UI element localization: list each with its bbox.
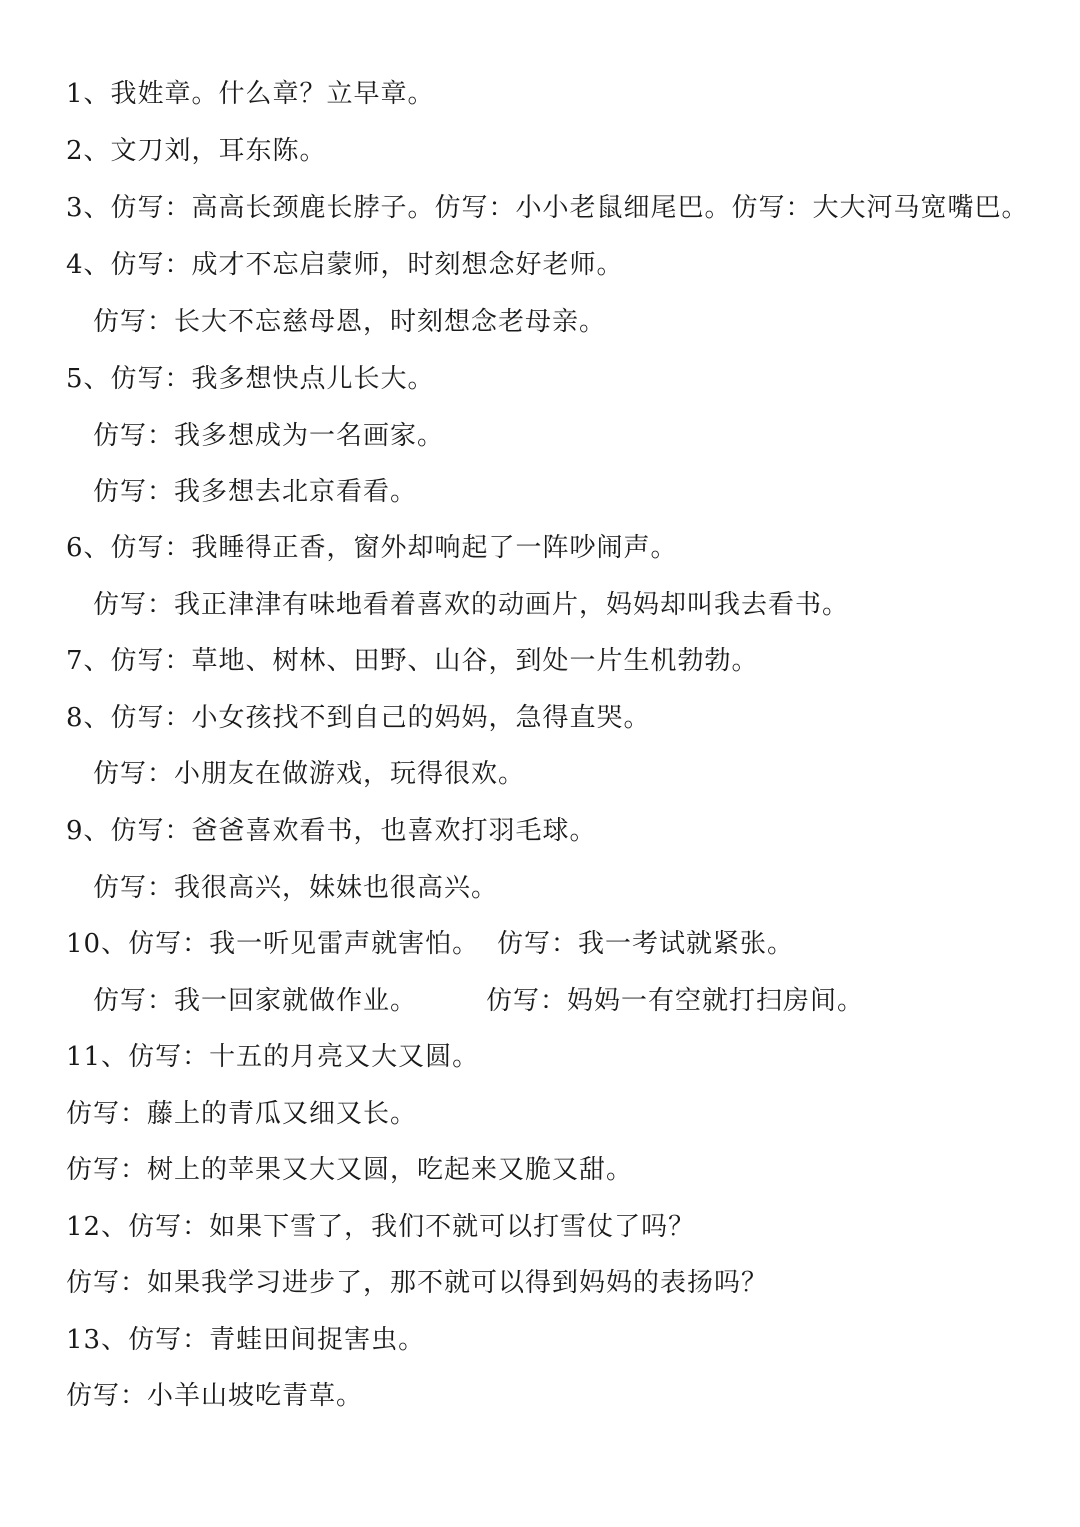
line-10-second: 仿写：我一考试就紧张。 [497, 929, 795, 959]
line-4: 4、仿写：成才不忘启蒙师，时刻想念好老师。 [66, 250, 624, 280]
line-7: 7、仿写：草地、树林、田野、山谷，到处一片生机勃勃。 [66, 646, 759, 676]
line-11: 11、仿写：十五的月亮又大又圆。 [66, 1042, 480, 1072]
line-10: 10、仿写：我一听见雷声就害怕。 [66, 929, 480, 959]
line-10-example-second: 仿写：妈妈一有空就打扫房间。 [486, 986, 865, 1016]
line-2: 2、文刀刘，耳东陈。 [66, 136, 327, 166]
line-5: 5、仿写：我多想快点儿长大。 [66, 364, 435, 394]
line-5-example-a: 仿写：我多想成为一名画家。 [93, 421, 445, 451]
line-6-example: 仿写：我正津津有味地看着喜欢的动画片，妈妈却叫我去看书。 [93, 590, 850, 620]
line-1: 1、我姓章。什么章？立早章。 [66, 79, 435, 109]
line-11-example-a: 仿写：藤上的青瓜又细又长。 [66, 1099, 418, 1129]
line-4-example: 仿写：长大不忘慈母恩，时刻想念老母亲。 [93, 307, 607, 337]
line-8: 8、仿写：小女孩找不到自己的妈妈，急得直哭。 [66, 703, 651, 733]
line-3: 3、仿写：高高长颈鹿长脖子。仿写：小小老鼠细尾巴。仿写：大大河马宽嘴巴。 [66, 193, 1029, 223]
line-13-example: 仿写：小羊山坡吃青草。 [66, 1381, 364, 1411]
line-12-example: 仿写：如果我学习进步了，那不就可以得到妈妈的表扬吗？ [66, 1268, 769, 1298]
line-9-example: 仿写：我很高兴，妹妹也很高兴。 [93, 873, 499, 903]
line-8-example: 仿写：小朋友在做游戏，玩得很欢。 [93, 759, 526, 789]
line-10-example: 仿写：我一回家就做作业。 [93, 986, 418, 1016]
line-11-example-b: 仿写：树上的苹果又大又圆，吃起来又脆又甜。 [66, 1155, 634, 1185]
line-12: 12、仿写：如果下雪了，我们不就可以打雪仗了吗？ [66, 1212, 696, 1242]
line-5-example-b: 仿写：我多想去北京看看。 [93, 477, 418, 507]
line-9: 9、仿写：爸爸喜欢看书，也喜欢打羽毛球。 [66, 816, 597, 846]
line-6: 6、仿写：我睡得正香，窗外却响起了一阵吵闹声。 [66, 533, 678, 563]
line-13: 13、仿写：青蛙田间捉害虫。 [66, 1325, 426, 1355]
